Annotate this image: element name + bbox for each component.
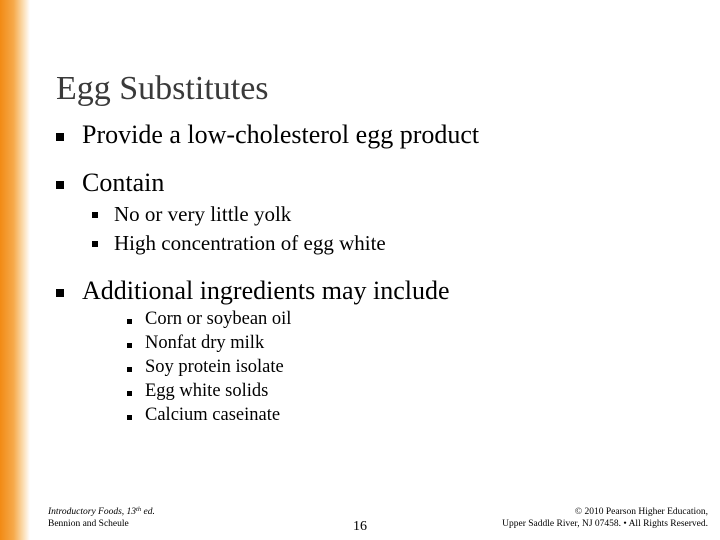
sub-bullet-text: High concentration of egg white [114, 231, 386, 255]
accent-bar [0, 0, 30, 540]
bullet-text: Contain [82, 168, 165, 197]
book-title: Introductory Foods, 13th ed. [48, 506, 155, 517]
footer-copyright [502, 506, 708, 530]
bullet-marker [56, 289, 64, 297]
sub-bullet-marker [92, 212, 98, 218]
sub-bullet-text: Corn or soybean oil [145, 309, 292, 329]
sub-bullet-text: No or very little yolk [114, 202, 292, 226]
sub-sub-bullet-marker [127, 367, 132, 372]
sub-bullet-text: Soy protein isolate [145, 357, 284, 377]
bullet-text: Additional ingredients may include [82, 276, 450, 305]
copyright-line-1: © 2010 Pearson Higher Education, [574, 507, 708, 517]
sub-sub-bullet-marker [127, 391, 132, 396]
sub-sub-bullet-marker [127, 319, 132, 324]
sub-sub-bullet-marker [127, 415, 132, 420]
sub-bullet-text: Nonfat dry milk [145, 333, 265, 353]
bullet-text: Provide a low-cholesterol egg product [82, 120, 480, 149]
slide-title: Egg Substitutes [56, 70, 269, 107]
page-number: 16 [353, 519, 367, 534]
copyright-line-2: Upper Saddle River, NJ 07458. • All Rights Reserved. [502, 519, 708, 529]
bullet-marker [56, 181, 64, 189]
sub-bullet-marker [92, 241, 98, 247]
sub-bullet-text: Calcium caseinate [145, 405, 281, 425]
footer-citation [48, 506, 155, 530]
sub-sub-bullet-marker [127, 343, 132, 348]
sub-bullet-text: Egg white solids [145, 381, 269, 401]
bullet-marker [56, 133, 64, 141]
authors: Bennion and Scheule [48, 519, 129, 529]
